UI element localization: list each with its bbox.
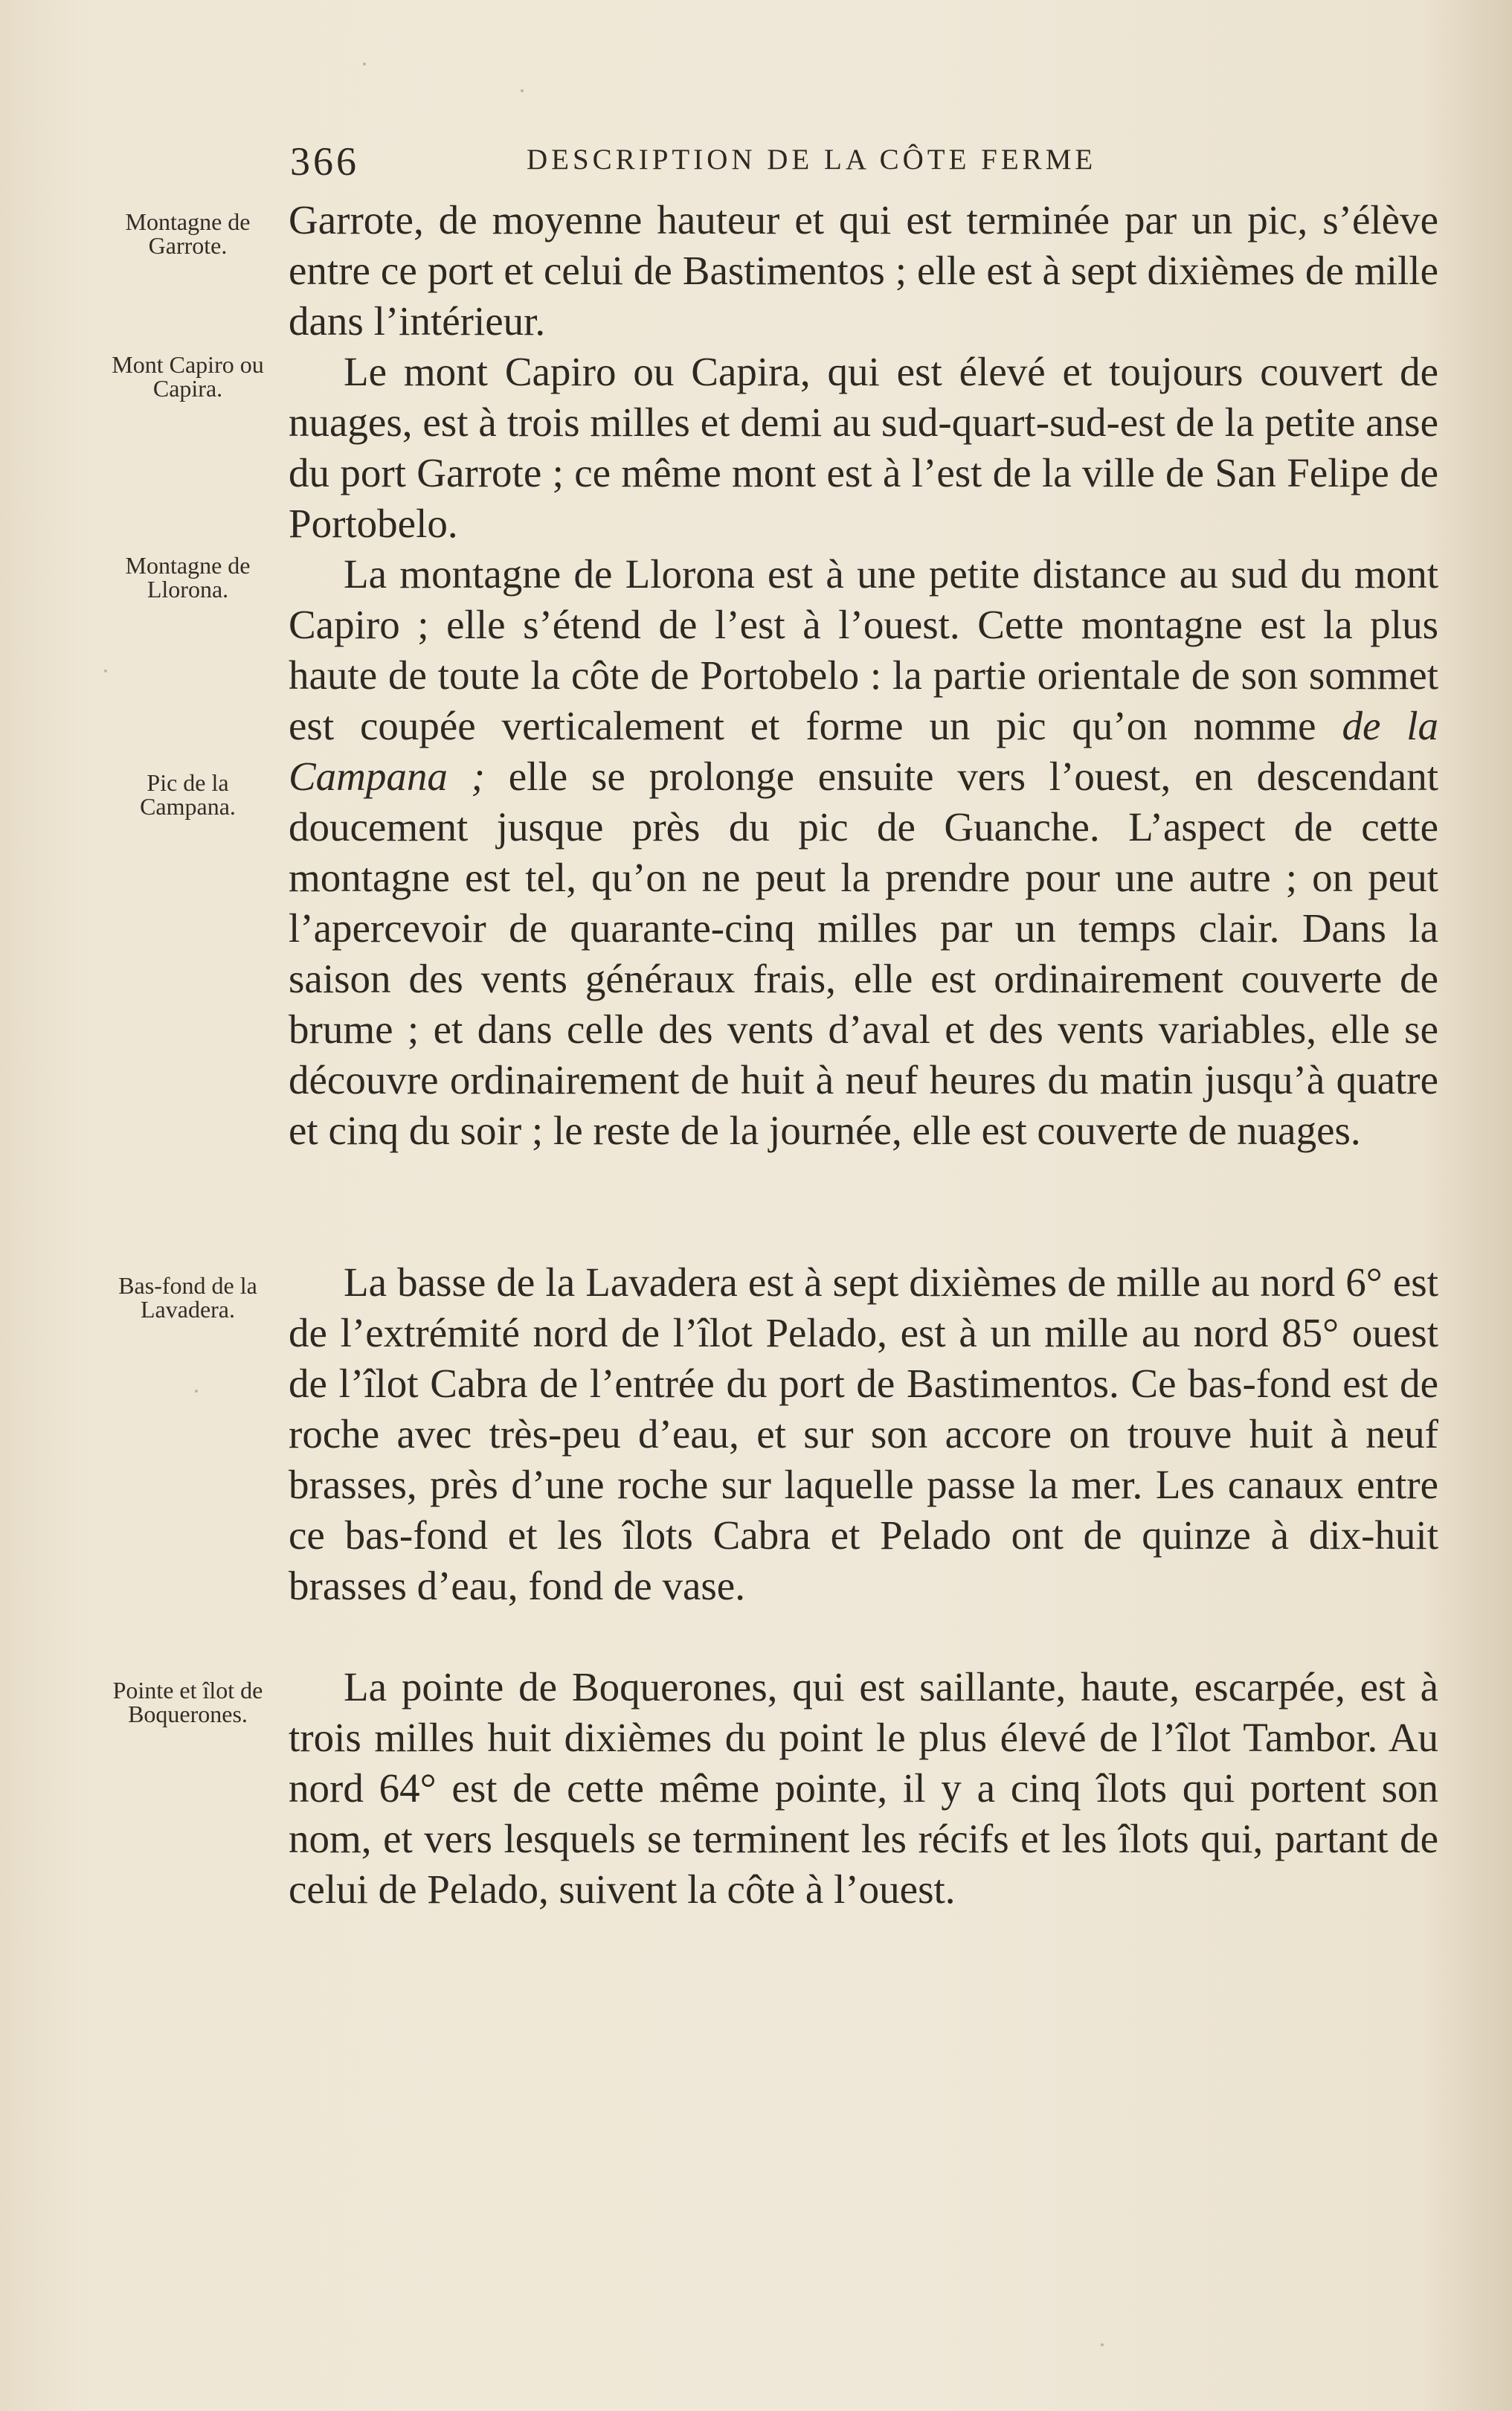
paragraph-text: Garrote, de moyenne hauteur et qui est terminée par un pic, s’élève entre ce port et celui de Bastimentos ; elle est à sept dixièmes de mille dans l’intérieur. [289, 197, 1438, 344]
paper-speck [363, 62, 366, 65]
paragraph-garrote [289, 195, 1438, 347]
margin-note-boquerones: Pointe et îlot de Boquerones. [112, 1677, 263, 1727]
margin-note-garrote: Montagne de Garrote. [125, 208, 251, 259]
paragraph-lavadera [289, 1257, 1438, 1611]
paper-speck [521, 89, 524, 92]
paragraph-text: Le mont Capiro ou Capira, qui est élevé et toujours couvert de nuages, est à trois milles et demi au sud-quart-sud-est de la petite anse du port Garrote ; ce même mont est à l’est de la ville de San Felipe de Portobelo. [289, 349, 1438, 546]
campana-name: de la Campana ; [289, 703, 1438, 799]
margin-note-capiro: Mont Capiro ou Capira. [112, 351, 264, 402]
paragraph-text: La basse de la Lavadera est à sept dixièmes de mille au nord 6° est de l’extrémité nord de l’îlot Pelado, est à un mille au nord 85° ouest de l’îlot Cabra de l’entrée du port de Bastimentos. Ce bas-fond est de roche avec très-peu d’eau, et sur son accore on trouve huit à neuf brasses, près d’une roche sur laquelle passe la mer. Les canaux entre ce bas-fond et les îlots Cabra et Pelado ont de quinze à dix-huit brasses d’eau, fond de vase. [289, 1259, 1438, 1608]
paragraph-text: La montagne de Llorona est à une petite distance au sud du mont Capiro ; elle s’étend de l’est à l’ouest. Cette montagne est la plus haute de toute la côte de Portobelo : la partie orientale de son sommet est coupée verticalement et forme un pic qu’on nomme [289, 551, 1438, 748]
paragraph-boquerones [289, 1662, 1438, 1915]
page-number: 366 [290, 139, 359, 184]
paper-speck [195, 1390, 198, 1393]
paragraph-llorona [289, 549, 1438, 1156]
running-title: DESCRIPTION DE LA CÔTE FERME [527, 144, 1097, 176]
paragraph-text: La pointe de Boquerones, qui est saillante, haute, escarpée, est à trois milles huit dixièmes du point le plus élevé de l’îlot Tambor. Au nord 64° est de cette même pointe, il y a cinq îlots qui portent son nom, et vers lesquels se terminent les récifs et les îlots qui, partant de celui de Pelado, suivent la côte à l’ouest. [289, 1664, 1438, 1912]
paragraph-text-continued: elle se prolonge ensuite vers l’ouest, en descendant doucement jusque près du pic de Guanche. L’aspect de cette montagne est tel, qu’on ne peut la prendre pour une autre ; on peut l’apercevoir de quarante-cinq milles par un temps clair. Dans la saison des vents généraux frais, elle est ordinairement couverte de brume ; et dans celle des vents d’aval et des vents variables, elle se découvre ordinairement de huit à neuf heures du matin jusqu’à quatre et cinq du soir ; le reste de la journée, elle est couverte de nuages. [289, 754, 1438, 1153]
paper-speck [104, 670, 107, 672]
paper-speck [1101, 2343, 1104, 2346]
running-head [290, 132, 1443, 192]
margin-note-campana: Pic de la Campana. [140, 769, 236, 820]
margin-note-llorona: Montagne de Llorona. [125, 552, 251, 603]
paragraph-capiro [289, 347, 1438, 549]
margin-note-lavadera: Bas-fond de la Lavadera. [118, 1272, 257, 1323]
